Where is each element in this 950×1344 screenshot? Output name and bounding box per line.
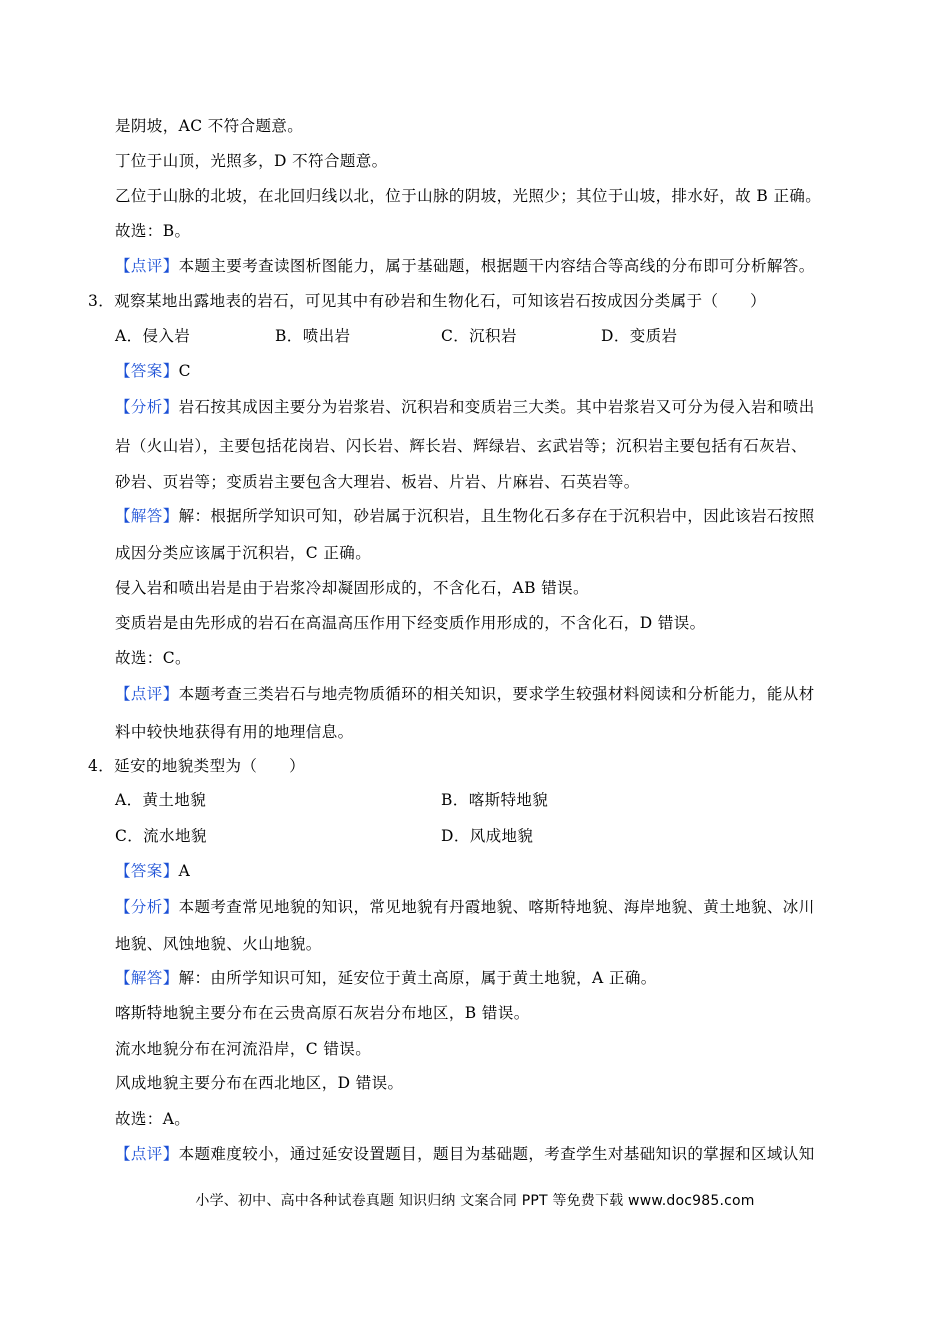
q4-option-d: D．风成地貌 (441, 827, 534, 845)
q3-analysis-3: 砂岩、页岩等；变质岩主要包含大理岩、板岩、片岩、片麻岩、石英岩等。 (115, 473, 640, 491)
q4-answer (115, 861, 190, 881)
comment-tag: 【点评】 (115, 685, 179, 703)
q4-solution-1 (115, 968, 657, 988)
q4-solution-5: 故选：A。 (115, 1110, 191, 1128)
prev-line-2: 丁位于山顶，光照多，D 不符合题意。 (115, 152, 388, 170)
solution-tag: 【解答】 (115, 507, 179, 525)
solution-tag: 【解答】 (115, 969, 179, 987)
q3-comment-1 (115, 684, 815, 704)
q4-solution-2: 喀斯特地貌主要分布在云贵高原石灰岩分布地区，B 错误。 (115, 1004, 530, 1022)
comment-tag: 【点评】 (115, 257, 179, 275)
q4-comment-1 (115, 1144, 815, 1164)
q4-option-a: A．黄土地貌 (115, 791, 207, 809)
q3-analysis-text-1: 岩石按其成因主要分为岩浆岩、沉积岩和变质岩三大类。其中岩浆岩又可分为侵入岩和喷出 (178, 398, 815, 416)
q4-stem: 延安的地貌类型为（ ） (114, 757, 305, 775)
q3-option-a: A．侵入岩 (115, 327, 191, 345)
q4-analysis-text-1: 本题考查常见地貌的知识，常见地貌有丹霞地貌、喀斯特地貌、海岸地貌、黄土地貌、冰川 (178, 898, 815, 916)
q3-answer-value: C (178, 362, 191, 380)
q3-solution-1 (115, 506, 815, 526)
q3-option-c: C．沉积岩 (441, 327, 517, 345)
q4-analysis-2: 地貌、风蚀地貌、火山地貌。 (115, 935, 322, 953)
q3-comment-2: 料中较快地获得有用的地理信息。 (115, 723, 354, 741)
q4-solution-text-1: 解：由所学知识可知，延安位于黄土高原，属于黄土地貌，A 正确。 (178, 969, 657, 987)
q4-option-c: C．流水地貌 (115, 827, 207, 845)
q3-analysis-2: 岩（火山岩），主要包括花岗岩、闪长岩、辉长岩、辉绿岩、玄武岩等；沉积岩主要包括有石灰岩、 (115, 437, 807, 455)
q3-solution-text-1: 解：根据所学知识可知，砂岩属于沉积岩，且生物化石多存在于沉积岩中，因此该岩石按照 (178, 507, 815, 525)
analysis-tag: 【分析】 (115, 898, 179, 916)
prev-line-3: 乙位于山脉的北坡，在北回归线以北，位于山脉的阴坡，光照少；其位于山坡，排水好，故 B 正确。 (115, 187, 822, 205)
prev-comment (115, 256, 815, 276)
q3-solution-3: 侵入岩和喷出岩是由于岩浆冷却凝固形成的，不含化石，AB 错误。 (115, 579, 589, 597)
q4-solution-4: 风成地貌主要分布在西北地区，D 错误。 (115, 1074, 404, 1092)
q3-option-b: B．喷出岩 (275, 327, 351, 345)
q4-option-b: B．喀斯特地貌 (441, 791, 549, 809)
q3-comment-text-1: 本题考查三类岩石与地壳物质循环的相关知识，要求学生较强材料阅读和分析能力，能从材 (178, 685, 815, 703)
page-footer: 小学、初中、高中各种试卷真题 知识归纳 文案合同 PPT 等免费下载 www.doc985.com (195, 1193, 755, 1209)
comment-tag: 【点评】 (115, 1145, 179, 1163)
q4-analysis-1 (115, 897, 815, 917)
prev-comment-text: 本题主要考查读图析图能力，属于基础题，根据题干内容结合等高线的分布即可分析解答。 (178, 257, 815, 275)
q4-solution-3: 流水地貌分布在河流沿岸，C 错误。 (115, 1040, 372, 1058)
q3-number: 3． (88, 292, 115, 310)
analysis-tag: 【分析】 (115, 398, 179, 416)
q3-answer (115, 361, 191, 381)
prev-line-4: 故选：B。 (115, 222, 191, 240)
q4-stem-line (88, 756, 305, 776)
q4-number: 4． (88, 757, 115, 775)
answer-tag: 【答案】 (115, 362, 179, 380)
q3-stem: 观察某地出露地表的岩石，可见其中有砂岩和生物化石，可知该岩石按成因分类属于（ ） (114, 292, 767, 310)
q4-answer-value: A (178, 862, 191, 880)
q3-solution-2: 成因分类应该属于沉积岩，C 正确。 (115, 544, 372, 562)
prev-line-1: 是阴坡，AC 不符合题意。 (115, 117, 304, 135)
q3-analysis-1 (115, 397, 815, 417)
q3-solution-5: 故选：C。 (115, 649, 191, 667)
q3-solution-4: 变质岩是由先形成的岩石在高温高压作用下经变质作用形成的，不含化石，D 错误。 (115, 614, 706, 632)
q4-comment-text: 本题难度较小，通过延安设置题目，题目为基础题，考查学生对基础知识的掌握和区域认知 (178, 1145, 815, 1163)
answer-tag: 【答案】 (115, 862, 179, 880)
q3-option-d: D．变质岩 (601, 327, 678, 345)
q3-stem-line (88, 291, 766, 311)
